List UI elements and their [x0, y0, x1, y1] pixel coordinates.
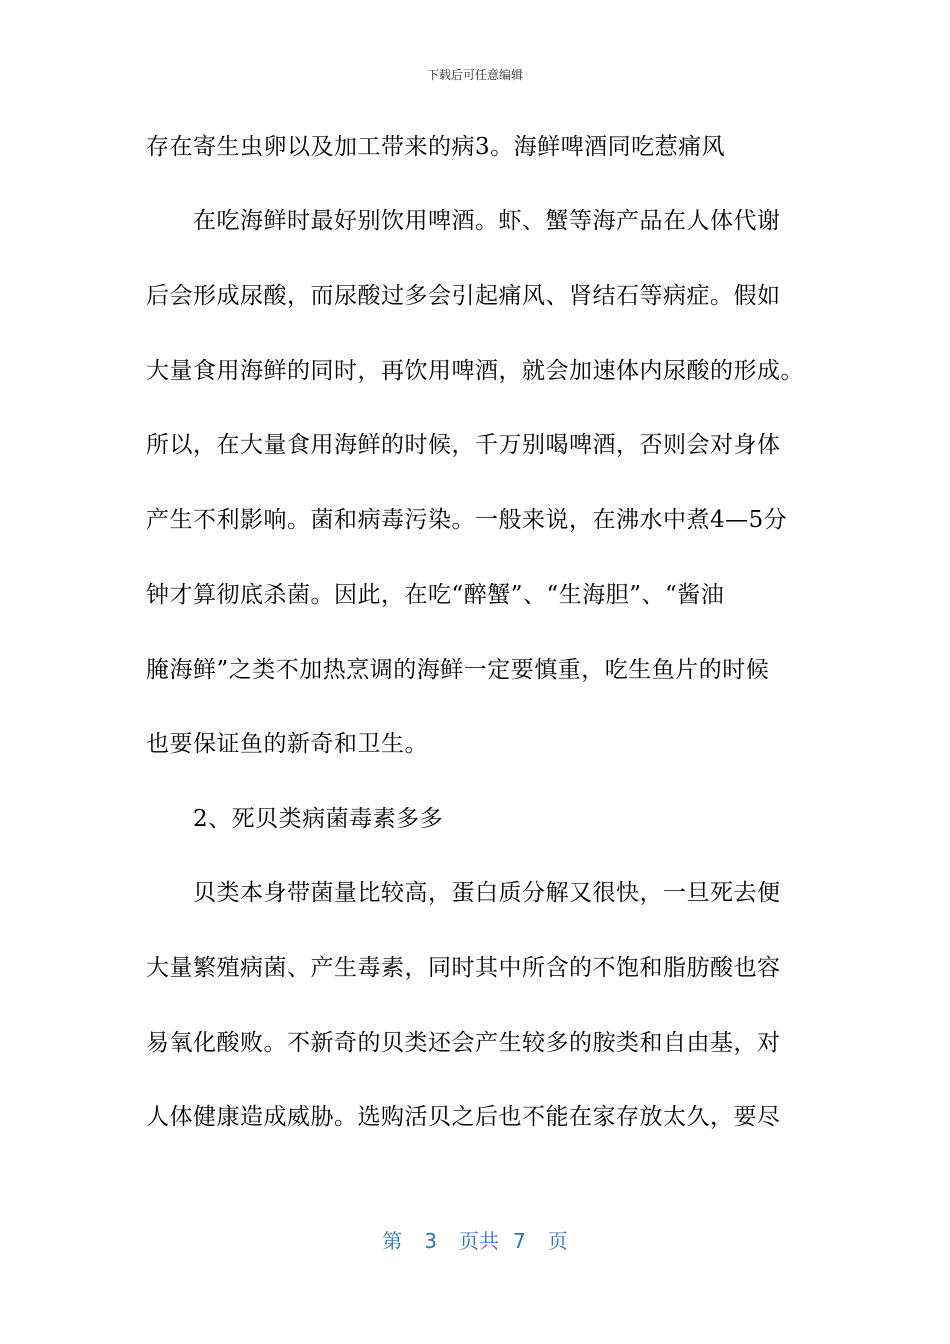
- body-line-13: 易氧化酸败。不新奇的贝类还会产生较多的胺类和自由基，对: [146, 1030, 781, 1056]
- body-line-8: 腌海鲜”之类不加热烹调的海鲜一定要慎重，吃生鱼片的时候: [146, 657, 770, 683]
- body-line-7: 钟才算彻底杀菌。因此，在吃“醉蟹”、“生海胆”、“酱油: [146, 582, 725, 608]
- body-line-14: 人体健康造成威胁。选购活贝之后也不能在家存放太久，要尽: [146, 1104, 781, 1130]
- section-heading: 2、死贝类病菌毒素多多: [193, 806, 444, 832]
- body-line-12: 大量繁殖病菌、产生毒素，同时其中所含的不饱和脂肪酸也容: [146, 955, 781, 981]
- body-line-2: 在吃海鲜时最好别饮用啤酒。虾、蟹等海产品在人体代谢: [193, 208, 781, 234]
- body-line-5: 所以，在大量食用海鲜的时候，千万别喝啤酒，否则会对身体: [146, 432, 781, 458]
- footer-mid: 页共: [459, 1229, 499, 1253]
- body-line-9: 也要保证鱼的新奇和卫生。: [146, 731, 428, 757]
- body-line-1: 存在寄生虫卵以及加工带来的病3。海鲜啤酒同吃惹痛风: [146, 134, 726, 160]
- body-line-11: 贝类本身带菌量比较高，蛋白质分解又很快，一旦死去便: [193, 880, 781, 906]
- footer-total-pages: 7: [513, 1229, 526, 1253]
- page-footer: [0, 1225, 950, 1254]
- body-line-6: 产生不利影响。菌和病毒污染。一般来说，在沸水中煮4—5分: [146, 507, 788, 533]
- footer-suffix: 页: [547, 1229, 568, 1253]
- footer-current-page: 3: [424, 1229, 437, 1253]
- body-line-3: 后会形成尿酸，而尿酸过多会引起痛风、肾结石等病症。假如: [146, 283, 781, 309]
- body-line-4: 大量食用海鲜的同时，再饮用啤酒，就会加速体内尿酸的形成。: [146, 358, 804, 384]
- header-note: 下载后可任意编辑: [426, 68, 523, 82]
- footer-prefix: 第: [382, 1229, 403, 1253]
